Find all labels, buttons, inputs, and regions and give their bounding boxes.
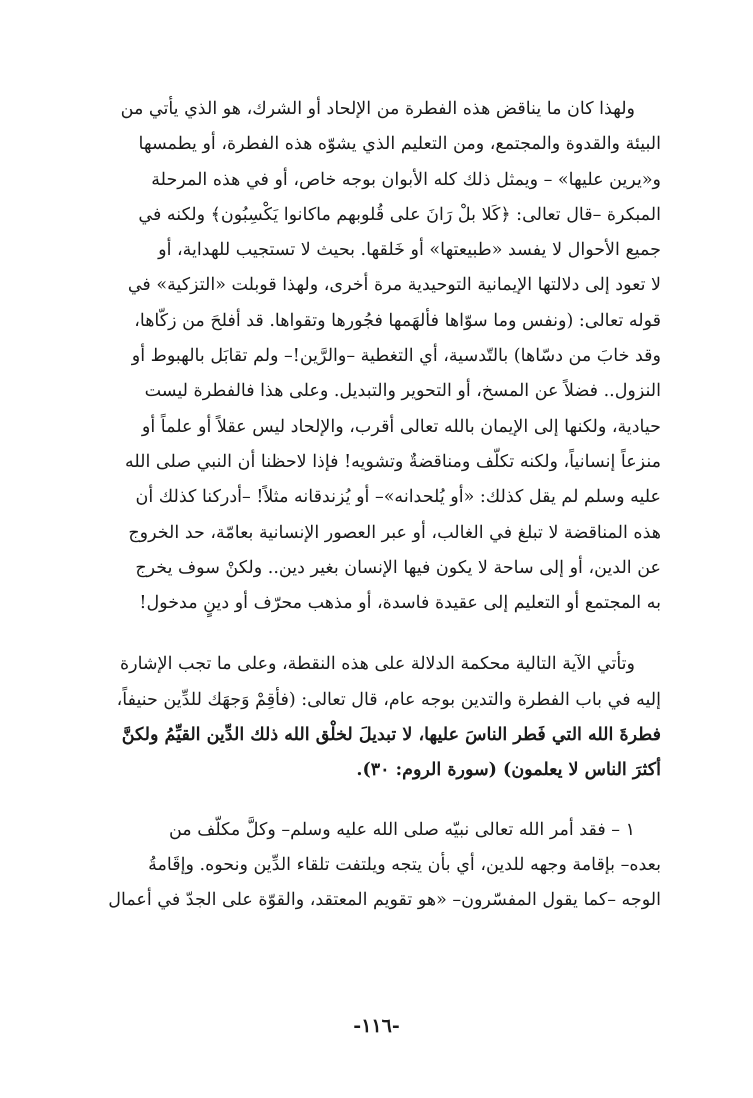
body-text [96, 92, 661, 919]
text-line: إليه في باب الفطرة والتدين بوجه عام، قال تعالى: (فأقِمْ وَجهَك للدِّين حنيفاً، [116, 689, 661, 710]
text-line: المبكرة –قال تعالى: ﴿كَلا بلْ رَانَ على قُلوبهم ماكانوا يَكْسِبُون﴾ ولكنه في [138, 204, 661, 225]
paragraph-point-one [96, 813, 661, 919]
text-line: حيادية، ولكنها إلى الإيمان بالله تعالى أقرب، والإلحاد ليس عقلاً أو علماً أو [141, 416, 661, 437]
text-line: عن الدين، أو إلى ساحة لا يكون فيها الإنسان بغير دين.. ولكنْ سوف يخرج [135, 557, 661, 578]
text-line: النزول.. فضلاً عن المسخ، أو التحوير والتبديل. وعلى هذا فالفطرة ليست [144, 381, 661, 402]
paragraph-quranic-verse [96, 647, 661, 788]
paragraph-fitra-contradiction [96, 92, 661, 621]
text-line: و«يرين عليها» – ويمثل ذلك كله الأبوان بوجه خاص، أو في هذه المرحلة [151, 169, 661, 190]
text-line: وقد خابَ من دسّاها) بالتّدسية، أي التغطية –والرَّين!– ولم تقابَل بالهبوط أو [131, 346, 661, 367]
text-line: بعده– بإقامة وجهه للدين، أي بأن يتجه ويلتفت تلقاء الدِّين ونحوه. وإقَامةُ [148, 854, 661, 875]
verse-line: أكثرَ الناس لا يعلمون) (سورة الروم: ٣٠). [356, 760, 661, 781]
text-line: ١ – فقد أمر الله تعالى نبيّه صلى الله عليه وسلم– وكلَّ مكلّف من [168, 819, 635, 840]
verse-line: فطرةَ الله التي فَطر الناسَ عليها، لا تبديلَ لخلْق الله ذلك الدِّين القيِّمُ ولكنَّ [121, 725, 661, 746]
text-line: منزعاً إنسانياً، ولكنه تكلّف ومناقضةٌ وتشويه! فإذا لاحظنا أن النبي صلى الله [124, 451, 661, 472]
text-line: هذه المناقضة لا تبلغ في الغالب، أو عبر العصور الإنسانية بعامّة، حد الخروج [128, 522, 661, 543]
text-line: قوله تعالى: (ونفس وما سوّاها فألهَمها فجُورها وتقواها. قد أفلحَ من زكّاها، [134, 310, 661, 331]
text-line: لا تعود إلى دلالتها الإيمانية التوحيدية مرة أخرى، ولهذا قوبلت «التزكية» في [127, 275, 661, 296]
text-line: الوجه –كما يقول المفسّرون– «هو تقويم المعتقد، والقوّة على الجدّ في أعمال [108, 890, 661, 911]
text-line: ولهذا كان ما يناقض هذه الفطرة من الإلحاد أو الشرك، هو الذي يأتي من [120, 99, 635, 119]
text-line: البيئة والقدوة والمجتمع، ومن التعليم الذي يشوّه هذه الفطرة، أو يطمسها [138, 134, 661, 155]
text-line: جميع الأحوال لا يفسد «طبيعتها» أو خَلقها. بحيث لا تستجيب للهداية، أو [158, 240, 661, 261]
text-line: عليه وسلم لم يقل كذلك: «أو يُلحدانه»– أو يُزندقانه مثلاً! –أدركنا كذلك أن [135, 487, 661, 508]
text-line: به المجتمع أو التعليم إلى عقيدة فاسدة، أو مذهب محرّف أو دينٍ مدخول! [139, 593, 661, 614]
text-line: وتأتي الآية التالية محكمة الدلالة على هذه النقطة، وعلى ما تجب الإشارة [119, 654, 635, 675]
page-number: -١١٦- [353, 1015, 400, 1037]
